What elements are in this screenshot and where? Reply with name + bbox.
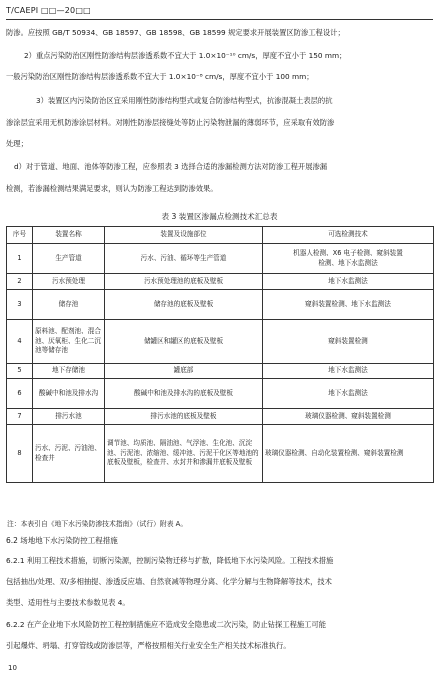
facility-name: 储存池 bbox=[33, 290, 105, 320]
paragraph-line: 一般污染防治区刚性防渗结构层渗透系数不宜大于 1.0×10⁻⁸ cm/s，厚度不宜小于 100 mm； bbox=[6, 72, 314, 81]
row-number: 8 bbox=[7, 425, 33, 483]
paragraph-line: 检测，若渗漏检测结果满足要求，则认为防渗工程达到防渗效果。 bbox=[6, 184, 218, 193]
facility-part: 罐底部 bbox=[105, 364, 263, 379]
detection-technology bbox=[263, 379, 434, 409]
detection-technology bbox=[263, 244, 434, 274]
table-title: 表 3 装置区渗漏点检测技术汇总表 bbox=[161, 212, 278, 221]
paragraph-line: 6.2.2 在产企业地下水风险防控工程控制措施应不造成安全隐患或二次污染，防止钻探工程施工可能 bbox=[6, 620, 327, 629]
table-row bbox=[7, 274, 434, 290]
table-row bbox=[7, 320, 434, 364]
detection-technology-line: 玻璃仪器检测、窥斜装置检测 bbox=[305, 411, 391, 420]
paragraph-line: 2）重点污染防治区刚性防渗结构层渗透系数不宜大于 1.0×10⁻¹⁰ cm/s，厚度不宜小于 150 mm； bbox=[24, 51, 347, 60]
facility-name: 酸碱中和池及排水沟 bbox=[33, 379, 105, 409]
row-number: 3 bbox=[7, 290, 33, 320]
facility-name: 污水、污泥、污油池、检查井 bbox=[33, 425, 105, 483]
table-row bbox=[7, 364, 434, 379]
facility-name: 地下存储池 bbox=[33, 364, 105, 379]
detection-technology bbox=[263, 409, 434, 425]
facility-name: 排污水池 bbox=[33, 409, 105, 425]
table-row bbox=[7, 425, 434, 483]
paragraph-line: 包括抽出/处理、双/多相抽提、渗透反应墙、自然衰减等物理分离、化学分解与生物降解等技术，技术 bbox=[6, 577, 332, 586]
detection-technology-line: 检测、地下水监测法 bbox=[318, 258, 378, 267]
column-header: 装置名称 bbox=[33, 227, 105, 244]
table-row bbox=[7, 290, 434, 320]
detection-technology-table bbox=[6, 226, 434, 483]
detection-technology-line: 窥斜装置检测 bbox=[328, 336, 368, 345]
detection-technology bbox=[263, 274, 434, 290]
detection-technology-line: 机器人检测、X6 电子检测、窥斜装置 bbox=[293, 249, 403, 257]
detection-technology bbox=[263, 364, 434, 379]
row-number: 1 bbox=[7, 244, 33, 274]
facility-part: 污水、污油、循环等生产管道 bbox=[105, 244, 263, 274]
detection-technology bbox=[263, 425, 434, 483]
paragraph-line: 6.2.1 利用工程技术措施，切断污染源，控制污染物迁移与扩散，降低地下水污染风险。工程技术措施 bbox=[6, 556, 334, 565]
detection-technology-line: 玻璃仪器检测、自动化装置检测、窥斜装置检测 bbox=[265, 448, 404, 457]
column-header: 装置及设施部位 bbox=[105, 227, 263, 244]
table-row bbox=[7, 409, 434, 425]
document-code: T/CAEPI □□—20□□ bbox=[6, 6, 91, 15]
paragraph-line: 3）装置区内污染防治区宜采用刚性防渗结构型式或复合防渗结构型式，抗渗混凝土表层的抗 bbox=[36, 96, 333, 105]
detection-technology-line: 窥斜装置检测、地下水监测法 bbox=[305, 299, 391, 308]
facility-part: 污水预处理池的底板及壁板 bbox=[105, 274, 263, 290]
table-header-row bbox=[7, 227, 434, 244]
facility-part: 酸碱中和池及排水沟的底板及壁板 bbox=[105, 379, 263, 409]
row-number: 5 bbox=[7, 364, 33, 379]
column-header: 可选检测技术 bbox=[263, 227, 434, 244]
paragraph-line: 处理； bbox=[6, 139, 28, 148]
detection-technology-line: 地下水监测法 bbox=[328, 388, 368, 397]
facility-part: 调节池、均质池、隔油池、气浮池、生化池、沉淀池、污泥池、浓缩池、缓冲池、污泥干化区等地池的底板及壁板，检查井、水封井和渗漏井底板及壁板 bbox=[105, 425, 263, 483]
table-note: 注：本表引自《地下水污染防渗技术指南》（试行）附表 A。 bbox=[7, 520, 188, 528]
paragraph-line: 渗涂层宜采用无机防渗涂层材料。对刚性防渗层接缝处等防止污染物泄漏的薄弱环节，应采取有效防渗 bbox=[6, 118, 335, 127]
row-number: 4 bbox=[7, 320, 33, 364]
facility-part: 储罐区和罐区的底板及壁板 bbox=[105, 320, 263, 364]
column-header: 序号 bbox=[7, 227, 33, 244]
row-number: 2 bbox=[7, 274, 33, 290]
table-row bbox=[7, 379, 434, 409]
table-row bbox=[7, 244, 434, 274]
detection-technology bbox=[263, 290, 434, 320]
detection-technology bbox=[263, 320, 434, 364]
row-number: 6 bbox=[7, 379, 33, 409]
paragraph-line: 类型、适用性与主要技术参数见表 4。 bbox=[6, 598, 130, 607]
row-number: 7 bbox=[7, 409, 33, 425]
paragraph-line: d）对于管道、地面、池体等防渗工程，应参照表 3 选择合适的渗漏检测方法对防渗工程开展渗漏 bbox=[14, 162, 328, 171]
detection-technology-line: 地下水监测法 bbox=[328, 366, 368, 375]
header-rule bbox=[6, 19, 433, 20]
paragraph-line: 引起爆炸、坍塌、打穿管线或防渗层等，严格按照相关行业安全生产相关技术标准执行。 bbox=[6, 641, 291, 650]
page-number: 10 bbox=[8, 664, 17, 672]
facility-name: 污水预处理 bbox=[33, 274, 105, 290]
section-heading: 6.2 场地地下水污染防控工程措施 bbox=[6, 536, 118, 545]
facility-part: 储存池的底板及壁板 bbox=[105, 290, 263, 320]
facility-part: 排污水池的底板及壁板 bbox=[105, 409, 263, 425]
detection-technology-line: 地下水监测法 bbox=[328, 276, 368, 285]
facility-name: 原料池、配剂池、混合池、厌氧柜、生化二沉池等储存池 bbox=[33, 320, 105, 364]
facility-name: 生产管道 bbox=[33, 244, 105, 274]
paragraph-line: 防渗。应按照 GB/T 50934、GB 18597、GB 18598、GB 18599 规定要求开展装置区防渗工程设计； bbox=[6, 28, 345, 37]
